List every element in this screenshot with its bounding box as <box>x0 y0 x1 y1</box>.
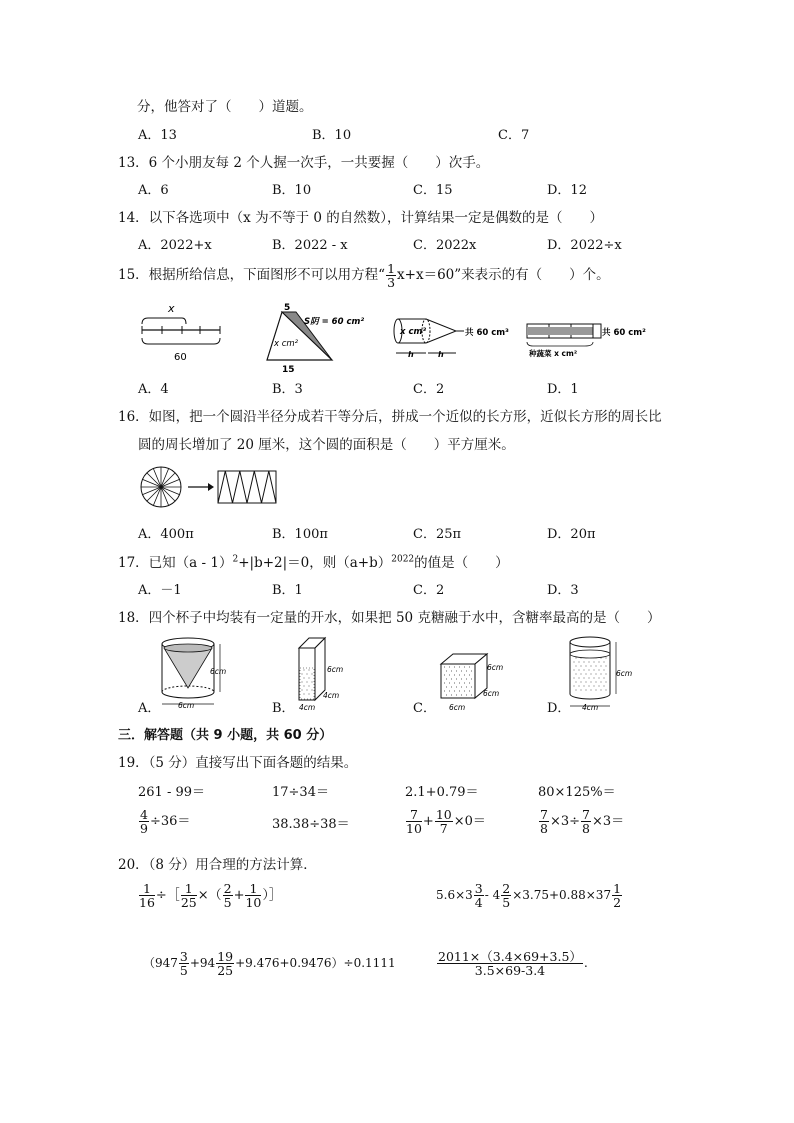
q18-cup-c <box>437 650 517 712</box>
q16-option-a[interactable]: A．400π <box>138 527 194 542</box>
q15-fig2-s-label: S阴 = 60 cm² <box>304 317 365 327</box>
q18-c-height-label: 6cm <box>487 663 504 672</box>
q16-text-line1: 16．如图，把一个圆沿半径分成若干等分后，拼成一个近似的长方形，近似长方形的周长比 <box>118 409 662 425</box>
q15-figure-3 <box>392 315 512 365</box>
q16-option-b[interactable]: B．100π <box>272 527 328 542</box>
q16-approx-rectangle <box>218 471 276 503</box>
q15-option-a[interactable]: A．4 <box>138 382 169 397</box>
q16-option-c[interactable]: C．25π <box>413 527 462 542</box>
q12-option-a[interactable]: A．13 <box>138 128 177 143</box>
q15-fig2-inner-label: x cm² <box>274 339 299 349</box>
q17-option-b[interactable]: B．1 <box>272 583 303 598</box>
q18-d-height-label: 6cm <box>616 669 633 678</box>
q19-calc-6: 38.38÷38＝ <box>272 817 350 832</box>
q14-text: 14．以下各选项中（x 为不等于 0 的自然数），计算结果一定是偶数的是（ ） <box>118 210 604 226</box>
q15-fig2-bottom-label: 15 <box>282 365 295 375</box>
q18-option-b[interactable]: B． <box>272 701 295 716</box>
q20-expr-3: （947 $\frac{3}{5}$ +94 $\frac{19}{25}$ +9.476+0.9476）÷0.1111 <box>143 949 396 979</box>
q17-option-a[interactable]: A．－1 <box>138 583 182 598</box>
q19-calc-8: $\frac{7}{8}$ ×3÷ $\frac{7}{8}$ ×3＝ <box>540 807 625 837</box>
q13-option-d[interactable]: D．12 <box>547 183 587 198</box>
q14-option-d[interactable]: D．2022÷x <box>547 238 622 253</box>
q17-text: 17．已知（a - 1）$^2$+|b+2|＝0，则$(a+b)^{2022}$的值是（ ） <box>118 554 509 571</box>
q12-option-b[interactable]: B．10 <box>312 128 352 143</box>
q15-text: 15．根据所给信息，下面图形不可以用方程“ $\frac{1}{3}$ x+x＝60”来表示的有（ ）个。 <box>118 261 610 291</box>
q19-calc-1: 261 - 99＝ <box>138 785 206 800</box>
q15-fig1-x-label: x <box>168 302 175 315</box>
q13-option-b[interactable]: B．10 <box>272 183 312 198</box>
q16-text-line2: 圆的周长增加了 20 厘米，这个圆的面积是（ ）平方厘米。 <box>138 437 515 453</box>
q17-option-c[interactable]: C．2 <box>413 583 445 598</box>
q18-b-width-label: 4cm <box>299 703 316 712</box>
q15-figure-2 <box>262 302 372 375</box>
q15-option-d[interactable]: D．1 <box>547 382 579 397</box>
q18-cup-d <box>566 636 646 716</box>
q18-text: 18．四个杯子中均装有一定量的开水，如果把 50 克糖融于水中，含糖率最高的是（ ） <box>118 610 661 626</box>
q15-fig3-right-label: 共 60 cm³ <box>465 328 509 338</box>
q19-text: 19．（5 分）直接写出下面各题的结果。 <box>118 755 358 771</box>
q20-text: 20．（8 分）用合理的方法计算． <box>118 857 317 873</box>
q15-option-b[interactable]: B．3 <box>272 382 303 397</box>
q15-option-c[interactable]: C．2 <box>413 382 445 397</box>
q20-expr-2: 5.6×3 $\frac{3}{4}$ - 4 $\frac{2}{5}$ ×3.75+0.88×37 $\frac{1}{2}$ <box>436 881 622 911</box>
q15-fig4-right-label: 共 60 cm² <box>602 328 646 338</box>
q18-d-width-label: 4cm <box>582 703 599 712</box>
q16-option-d[interactable]: D．20π <box>547 527 596 542</box>
q19-calc-2: 17÷34＝ <box>272 785 329 800</box>
q15-fig1-total-label: 60 <box>174 352 187 363</box>
q19-calc-5: $\frac{4}{9}$ ÷36＝ <box>140 807 191 837</box>
q15-fig3-h1-label: h <box>408 350 414 359</box>
q18-a-width-label: 6cm <box>178 701 195 710</box>
q15-fig2-top-label: 5 <box>284 303 291 313</box>
q15-fig3-inner-label: x cm³ <box>400 327 427 337</box>
q19-calc-4: 80×125%＝ <box>538 785 616 800</box>
q18-c-width-label: 6cm <box>449 703 466 712</box>
q19-calc-3: 2.1+0.79＝ <box>405 785 479 800</box>
q18-cup-a <box>158 636 238 716</box>
q14-option-c[interactable]: C．2022x <box>413 238 477 253</box>
q12-option-c[interactable]: C．7 <box>498 128 530 143</box>
q12-continuation: 分，他答对了（ ）道题。 <box>137 99 313 115</box>
q13-option-a[interactable]: A．6 <box>138 183 169 198</box>
q15-fig4-below-label: 种蔬菜 x cm² <box>529 349 578 358</box>
q14-option-b[interactable]: B．2022 - x <box>272 238 348 253</box>
q19-calc-7: $\frac{7}{10}$ + $\frac{10}{7}$ ×0＝ <box>406 807 486 837</box>
q18-option-d[interactable]: D． <box>547 701 571 716</box>
q20-expr-1: $\frac{1}{16}$ ÷［ $\frac{1}{25}$ ×（ $\frac{2}{5}$ + $\frac{1}{10}$ ）］ <box>139 881 282 911</box>
q18-a-height-label: 6cm <box>210 667 227 676</box>
q14-option-a[interactable]: A．2022+x <box>138 238 212 253</box>
q16-divided-circle <box>141 467 181 507</box>
q20-expr-4: $\frac{2011\times(3.4\times 69+3.5)}{3.5\times 69-3.4}$ . <box>438 949 588 979</box>
q15-fig3-h2-label: h <box>438 350 444 359</box>
q16-figure <box>138 466 288 508</box>
q13-text: 13．6 个小朋友每 2 个人握一次手，一共要握（ ）次手。 <box>118 155 490 171</box>
q18-b-height-label: 6cm <box>327 665 344 674</box>
q18-option-a[interactable]: A． <box>138 701 161 716</box>
q15-fraction: $\frac{1}{3}$ <box>387 261 396 291</box>
q15-figure-1 <box>138 302 228 367</box>
q17-option-d[interactable]: D．3 <box>547 583 579 598</box>
q13-option-c[interactable]: C．15 <box>413 183 453 198</box>
q18-option-c[interactable]: C． <box>413 701 436 716</box>
q18-c-depth-label: 6cm <box>483 689 500 698</box>
q18-cup-b <box>295 634 365 710</box>
q15-figure-4 <box>525 320 655 360</box>
q18-b-depth-label: 4cm <box>323 691 340 700</box>
section-3-heading: 三．解答题（共 9 小题，共 60 分） <box>118 728 333 743</box>
